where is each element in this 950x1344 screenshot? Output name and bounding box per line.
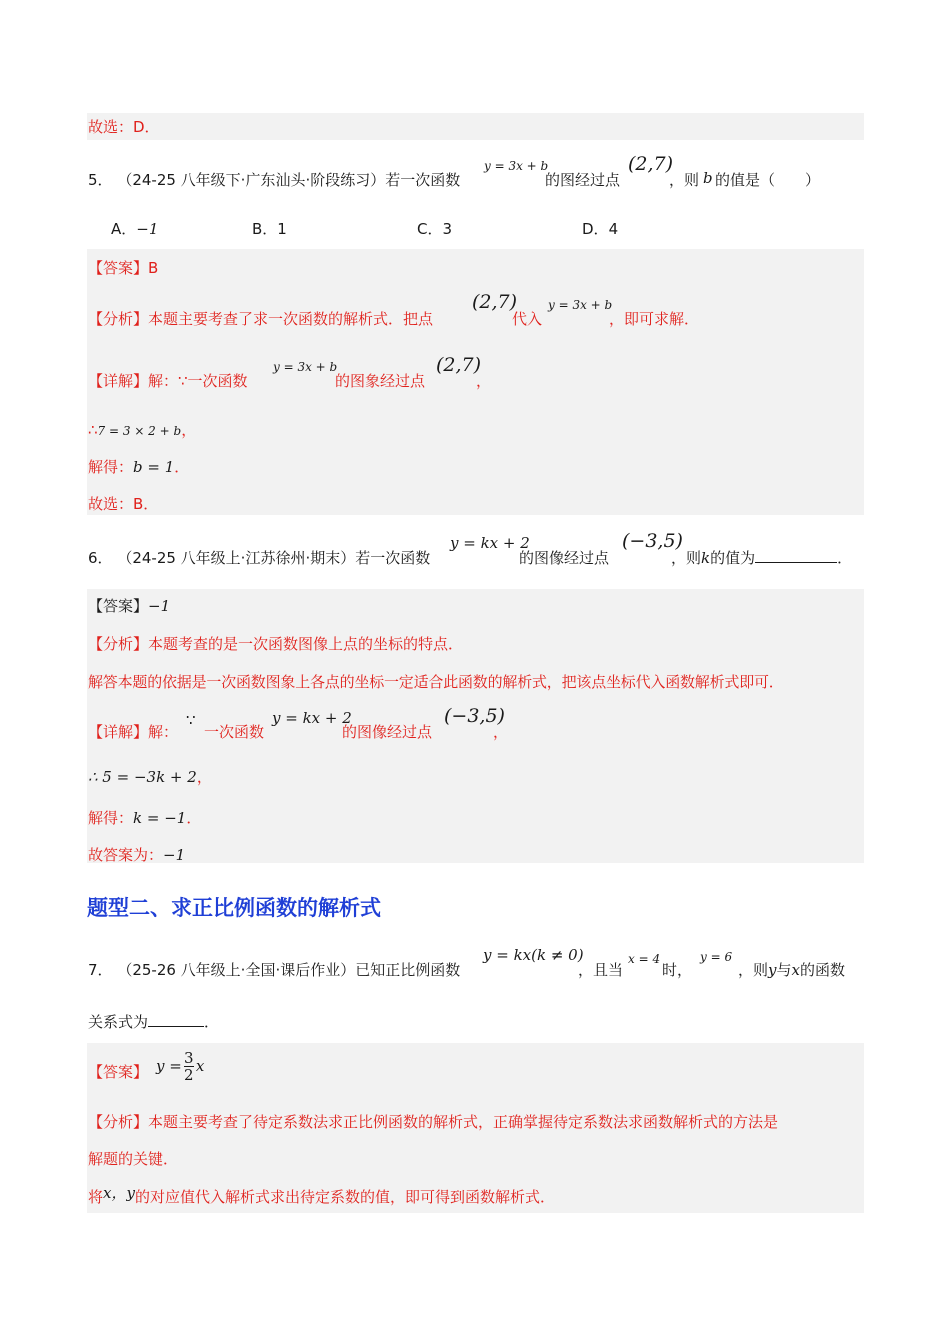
q5-stem — [88, 170, 460, 190]
q5-detail-b: 的图象经过点 — [335, 372, 426, 390]
q7-answer-fraction: $\frac{3}{2}$ — [184, 1048, 194, 1084]
q7-stem-line2: 关系式为 ． — [88, 1013, 220, 1031]
q5-answer: 【答案】B — [88, 259, 159, 277]
q6-step1: ∴ 5 = −3k + 2， — [88, 768, 212, 786]
q6-answer-blank[interactable] — [755, 548, 837, 563]
prev-answer-line: 故选：D． — [88, 118, 160, 136]
q7-answer: 【答案】 — [88, 1063, 149, 1081]
q6-detail-c: 的图像经过点 — [342, 723, 433, 741]
q5-source: （24-25 八年级下·广东汕头·阶段练习）若一次函数 — [117, 171, 461, 189]
q5-option-a: A．−1 — [111, 220, 159, 238]
q6-detail-function: y = kx + 2 — [272, 709, 352, 727]
q7-condition-y: y = 6 — [700, 950, 733, 964]
q5-variable: b — [703, 169, 713, 187]
q5-step1: ∴7 = 3 × 2 + b， — [88, 421, 197, 439]
q5-solve: 解得：b = 1． — [88, 458, 190, 476]
q5-option-b: B．1 — [252, 220, 287, 238]
q7-answer-formula: y = $\frac{3}{2}$ x — [156, 1048, 205, 1084]
q5-option-c: C．3 — [417, 220, 453, 238]
q6-detail-a: 【详解】解： — [88, 723, 179, 741]
prev-answer-box — [87, 113, 864, 140]
q5-final: 故选：B． — [88, 495, 159, 513]
q6-number: 6． — [88, 549, 113, 567]
q7-function: y = kx(k ≠ 0) — [483, 946, 584, 964]
q5-stem-mid: 的图经过点 — [545, 171, 621, 189]
q5-detail-a: 【详解】解：∵一次函数 — [88, 372, 248, 390]
q6-stem-mid: 的图像经过点 — [519, 549, 610, 567]
q7-condition-x: x = 4 — [628, 952, 661, 966]
q7-number: 7． — [88, 961, 113, 979]
q6-function: y = kx + 2 — [450, 534, 530, 552]
section-title: 题型二、求正比例函数的解析式 — [87, 896, 381, 920]
q5-analysis-c: ，即可求解． — [609, 310, 700, 328]
q5-point: (2,7) — [628, 153, 674, 175]
q6-source: （24-25 八年级上·江苏徐州·期末）若一次函数 — [117, 549, 431, 567]
q7-stem-mid2: 时， — [662, 961, 693, 979]
q6-detail-because: ∵ — [186, 711, 196, 729]
q5-stem-tail1: ，则 — [669, 171, 700, 189]
q7-analysis-c: 将x，y的对应值代入解析式求出待定系数的值，即可得到函数解析式． — [88, 1184, 555, 1206]
q6-stem — [88, 548, 430, 568]
q5-analysis-point: (2,7) — [472, 291, 518, 313]
q5-stem-tail2: 的值是（ ） — [715, 171, 821, 189]
q5-detail-c: ， — [476, 372, 492, 390]
q5-detail-function: y = 3x + b — [273, 360, 338, 374]
q6-analysis-a: 【分析】本题考查的是一次函数图像上点的坐标的特点． — [88, 635, 464, 653]
q5-function: y = 3x + b — [484, 159, 549, 173]
q6-final: 故答案为：−1 — [88, 846, 186, 864]
q6-analysis-b: 解答本题的依据是一次函数图象上各点的坐标一定适合此函数的解析式，把该点坐标代入函数解析式即可． — [88, 673, 784, 691]
q6-solve: 解得：k = −1． — [88, 809, 202, 827]
q6-answer: 【答案】−1 — [88, 597, 171, 615]
q7-analysis-b: 解题的关键． — [88, 1150, 179, 1168]
q5-analysis-a: 【分析】本题主要考查了求一次函数的解析式．把点 — [88, 310, 434, 328]
q7-stem — [88, 960, 460, 980]
q5-detail-point: (2,7) — [436, 354, 482, 376]
q5-analysis-b: 代入 — [512, 310, 543, 328]
q6-detail-point: (−3,5) — [444, 705, 505, 727]
q5-analysis-function: y = 3x + b — [548, 298, 613, 312]
q5-number: 5． — [88, 171, 113, 189]
q7-source: （25-26 八年级上·全国·课后作业）已知正比例函数 — [117, 961, 461, 979]
q6-point: (−3,5) — [622, 530, 683, 552]
q7-stem-mid1: ，且当 — [578, 961, 624, 979]
q7-stem-tail: ，则y与x的函数 — [738, 961, 845, 979]
q6-stem-tail: ，则k的值为 ． — [671, 549, 853, 567]
q6-detail-d: ， — [493, 723, 509, 741]
q7-analysis-a: 【分析】本题主要考查了待定系数法求正比例函数的解析式，正确掌握待定系数法求函数解析式的方法是 — [88, 1113, 779, 1131]
q6-detail-b: 一次函数 — [204, 723, 265, 741]
q7-answer-blank[interactable] — [148, 1012, 204, 1027]
q5-option-d: D．4 — [582, 220, 619, 238]
